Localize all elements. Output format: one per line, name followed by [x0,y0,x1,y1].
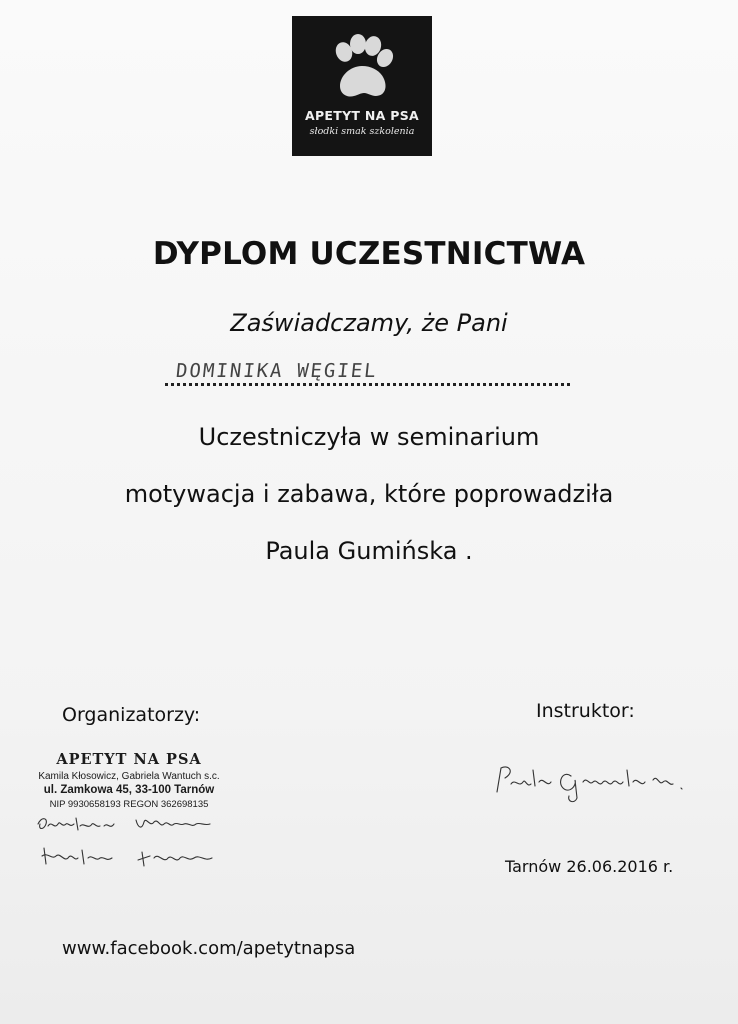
attestation-text: Zaświadczamy, że Pani [230,309,508,337]
stamp-owners: Kamila Kłosowicz, Gabriela Wantuch s.c. [38,771,220,782]
participant-name-dotted-line [165,383,570,386]
seminar-line: Uczestniczyła w seminarium [198,423,540,451]
diploma-title: DYPLOM UCZESTNICTWA [152,236,586,272]
seminar-topic-line: motywacja i zabawa, które poprowadziła [124,480,614,508]
logo-tagline: słodki smak szkolenia [309,126,415,137]
facebook-link[interactable]: www.facebook.com/apetytnapsa [62,938,356,959]
participant-name-handwritten: DOMINIKA WĘGIEL [174,360,379,382]
organizers-label: Organizatorzy: [62,704,201,726]
seminar-leader-line: Paula Gumińska . [265,537,473,565]
instructor-label: Instruktor: [536,700,635,722]
organizer-signatures [34,812,234,872]
instructor-signature [493,762,693,806]
stamp-tax-ids: NIP 9930658193 REGON 362698135 [49,799,209,810]
logo-name: APETYT NA PSA [304,108,420,123]
stamp-company-name: APETYT NA PSA [56,751,202,768]
logo [292,16,432,156]
stamp-address: ul. Zamkowa 45, 33-100 Tarnów [43,784,215,796]
organizer-stamp [34,751,224,811]
place-and-date: Tarnów 26.06.2016 r. [505,857,674,876]
